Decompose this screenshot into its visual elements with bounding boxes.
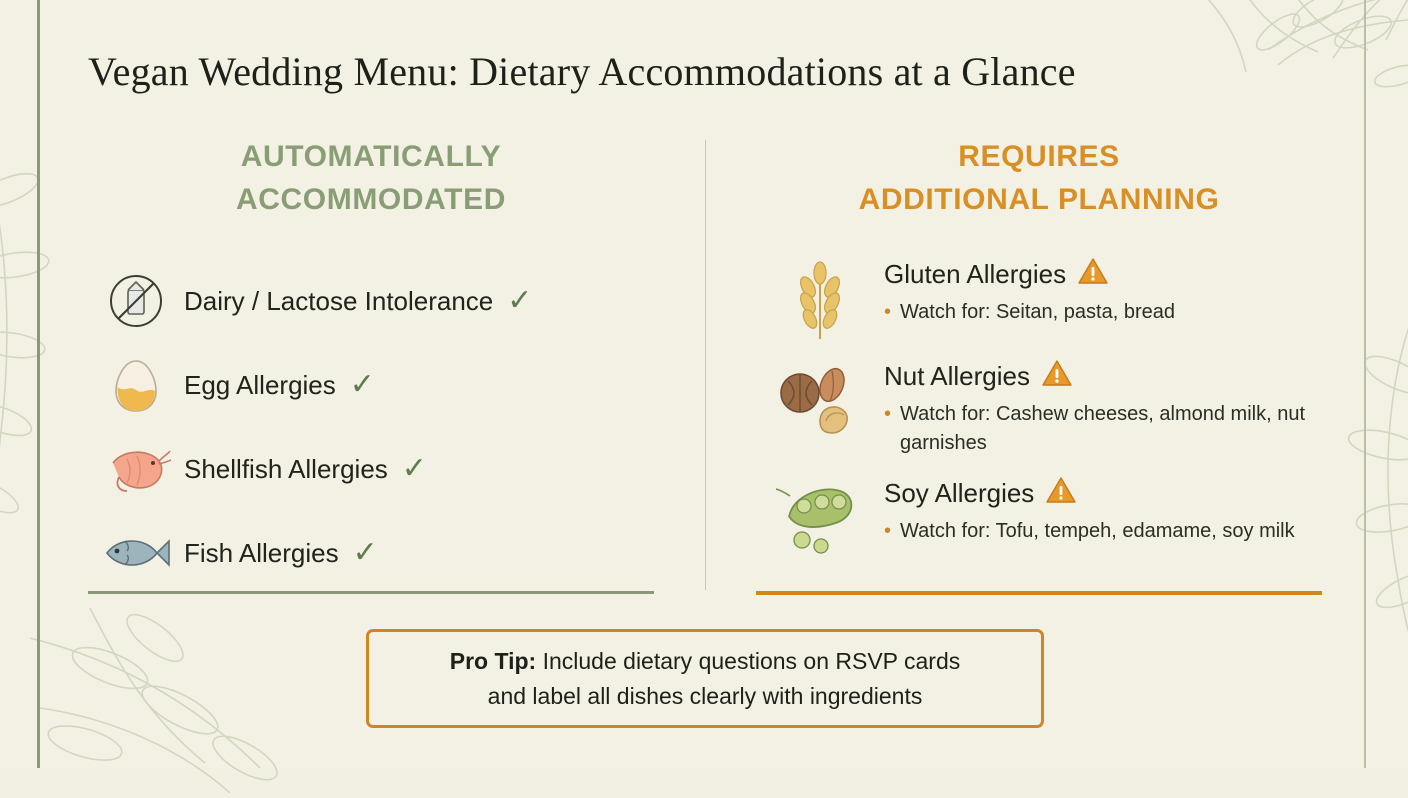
watch-for-note — [884, 517, 1295, 546]
column-divider — [705, 140, 706, 590]
botanical-leaf-decoration-left — [0, 120, 80, 680]
fish-icon — [88, 529, 184, 577]
list-item-label: Shellfish Allergies — [184, 453, 388, 484]
planning-item-title — [884, 359, 1320, 394]
pro-tip-box — [366, 629, 1044, 728]
no-dairy-icon — [88, 271, 184, 331]
list-item — [88, 259, 654, 343]
watch-for-note — [884, 298, 1175, 327]
pro-tip-line-2: and label all dishes clearly with ingredients — [487, 682, 923, 709]
accommodated-list — [88, 259, 654, 595]
planning-item-label: Nut Allergies — [884, 361, 1030, 392]
egg-icon — [88, 355, 184, 415]
watch-for-note — [884, 400, 1320, 458]
bullet-icon: • — [884, 520, 892, 543]
column-automatically-accommodated — [88, 136, 654, 595]
shrimp-icon — [88, 441, 184, 497]
page-title: Vegan Wedding Menu: Dietary Accommodations at a Glance — [88, 49, 1076, 94]
section-rule-left — [88, 591, 654, 594]
frame-border-left — [37, 0, 40, 768]
column-heading-left-line1: AUTOMATICALLY — [240, 140, 502, 173]
planning-list — [756, 255, 1322, 558]
soy-icon — [756, 474, 884, 558]
nuts-icon — [756, 357, 884, 437]
column-heading-left-line2: ACCOMMODATED — [236, 182, 506, 216]
column-heading-right-line1: REQUIRES — [958, 140, 1120, 173]
list-item-label: Dairy / Lactose Intolerance — [184, 285, 494, 316]
check-icon: ✓ — [352, 536, 378, 570]
watch-for-text: Watch for: Seitan, pasta, bread — [900, 301, 1175, 324]
list-item — [756, 357, 1322, 458]
check-icon: ✓ — [507, 284, 533, 318]
planning-item-title — [884, 476, 1295, 511]
watch-for-text: Watch for: Tofu, tempeh, edamame, soy milk — [900, 520, 1295, 543]
pro-tip-line-1 — [450, 644, 961, 679]
pro-tip-text-1: Include dietary questions on RSVP cards — [536, 648, 961, 674]
list-item — [88, 511, 654, 595]
list-item-label: Fish Allergies — [184, 537, 339, 568]
warning-icon — [1042, 359, 1072, 394]
planning-item-label: Soy Allergies — [884, 478, 1035, 509]
list-item-label: Egg Allergies — [184, 369, 336, 400]
section-rule-right — [756, 591, 1322, 595]
check-icon: ✓ — [401, 452, 427, 486]
list-item — [756, 255, 1322, 341]
watch-for-text: Watch for: Cashew cheeses, almond milk, nut garnishes — [900, 403, 1305, 455]
planning-item-label: Gluten Allergies — [884, 259, 1067, 290]
column-heading-left — [88, 136, 654, 221]
list-item — [756, 474, 1322, 558]
pro-tip-label: Pro Tip: — [449, 648, 537, 674]
column-heading-right-line2: ADDITIONAL PLANNING — [858, 182, 1220, 216]
list-item — [88, 343, 654, 427]
botanical-leaf-decoration-right — [1318, 280, 1408, 700]
warning-icon — [1046, 476, 1076, 511]
frame-border-right — [1364, 0, 1366, 768]
wheat-icon — [756, 255, 884, 341]
planning-item-title — [884, 257, 1175, 292]
column-heading-right — [756, 136, 1322, 221]
check-icon: ✓ — [349, 368, 375, 402]
bullet-icon: • — [884, 403, 892, 426]
list-item — [88, 427, 654, 511]
bullet-icon: • — [884, 301, 892, 324]
column-requires-additional-planning — [756, 136, 1322, 574]
warning-icon — [1078, 257, 1108, 292]
